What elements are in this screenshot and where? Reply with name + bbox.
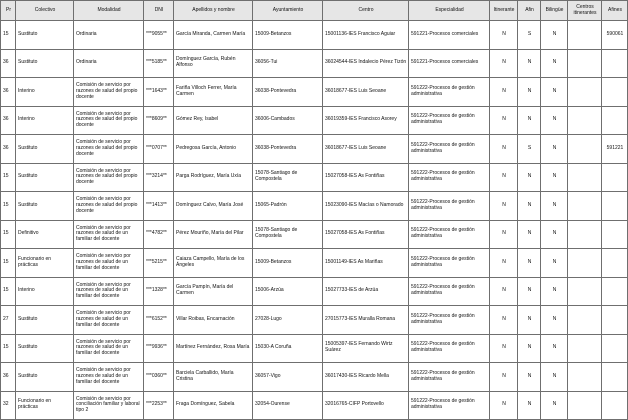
cell-colectivo: Sustituto xyxy=(16,163,74,192)
cell-afin: N xyxy=(518,106,541,135)
cell-dni: ***0360** xyxy=(144,363,174,392)
cell-colectivo: Definitivo xyxy=(16,220,74,249)
cell-centro: 15001149-IES As Mariñas xyxy=(323,249,409,278)
cell-apellidos-nombre: Gómez Rey, Isabel xyxy=(174,106,253,135)
cell-apellidos-nombre: Pedregosa García, Antonio xyxy=(174,135,253,164)
cell-dni: ***1643** xyxy=(144,78,174,107)
cell-ayuntamiento: 15078-Santiago de Compostela xyxy=(253,220,323,249)
header-itinerante: Itinerante xyxy=(490,1,518,21)
cell-afines xyxy=(602,334,628,363)
cell-colectivo: Interino xyxy=(16,106,74,135)
cell-colectivo: Sustituto xyxy=(16,135,74,164)
cell-colectivo: Funcionario en prácticas xyxy=(16,249,74,278)
cell-apellidos-nombre: Domínguez García, Rubén Alfonso xyxy=(174,49,253,78)
cell-ayuntamiento: 15065-Padrón xyxy=(253,192,323,221)
cell-modalidad: Comisión de servicio por razones de salud de un familiar del docente xyxy=(74,334,144,363)
cell-colectivo: Sustituto xyxy=(16,49,74,78)
cell-centro: 36018677-IES Luis Seoane xyxy=(323,78,409,107)
table-row xyxy=(1,106,628,135)
cell-dni: ***8609** xyxy=(144,106,174,135)
cell-bilingue: N xyxy=(541,220,568,249)
cell-pr: 36 xyxy=(1,135,16,164)
cell-bilingue: N xyxy=(541,49,568,78)
cell-especialidad: 591222-Procesos de gestión administrativa xyxy=(409,135,490,164)
cell-ayuntamiento: 36006-Cambados xyxy=(253,106,323,135)
cell-modalidad: Comisión de servicio por razones de salud de un familiar del docente xyxy=(74,363,144,392)
cell-afines xyxy=(602,192,628,221)
cell-apellidos-nombre: Parga Rodríguez, María Uxía xyxy=(174,163,253,192)
cell-itinerante: N xyxy=(490,106,518,135)
cell-bilingue: N xyxy=(541,78,568,107)
cell-bilingue: N xyxy=(541,106,568,135)
cell-dni: ***1413** xyxy=(144,192,174,221)
cell-modalidad: Comisión de servicio por razones de salud de un familiar del docente xyxy=(74,220,144,249)
table-row xyxy=(1,391,628,420)
cell-centro: 36018677-IES Luis Seoane xyxy=(323,135,409,164)
cell-afin: N xyxy=(518,192,541,221)
cell-dni: ***6152** xyxy=(144,306,174,335)
cell-bilingue: N xyxy=(541,249,568,278)
cell-colectivo: Sustituto xyxy=(16,306,74,335)
cell-afin: N xyxy=(518,334,541,363)
cell-bilingue: N xyxy=(541,21,568,50)
cell-colectivo: Sustituto xyxy=(16,334,74,363)
cell-afin: S xyxy=(518,135,541,164)
cell-itinerante: N xyxy=(490,391,518,420)
cell-afines xyxy=(602,363,628,392)
cell-itinerante: N xyxy=(490,306,518,335)
table-row xyxy=(1,334,628,363)
cell-centros-itinerantes xyxy=(568,363,602,392)
cell-centro: 15005397-IES Fernando Wirtz Suárez xyxy=(323,334,409,363)
header-especialidad: Especialidad xyxy=(409,1,490,21)
cell-pr: 15 xyxy=(1,334,16,363)
cell-especialidad: 591222-Procesos de gestión administrativa xyxy=(409,306,490,335)
cell-itinerante: N xyxy=(490,49,518,78)
cell-afines xyxy=(602,277,628,306)
cell-ayuntamiento: 15006-Arzúa xyxy=(253,277,323,306)
cell-modalidad: Ordinaria xyxy=(74,49,144,78)
cell-centro: 15023090-IES Macías o Namorado xyxy=(323,192,409,221)
cell-especialidad: 591222-Procesos de gestión administrativa xyxy=(409,391,490,420)
cell-apellidos-nombre: García Miranda, Carmen María xyxy=(174,21,253,50)
cell-pr: 15 xyxy=(1,192,16,221)
cell-afines xyxy=(602,106,628,135)
cell-centros-itinerantes xyxy=(568,391,602,420)
cell-especialidad: 591222-Procesos de gestión administrativa xyxy=(409,277,490,306)
cell-centro: 15027058-IES As Fontiñas xyxy=(323,220,409,249)
cell-pr: 36 xyxy=(1,363,16,392)
cell-centros-itinerantes xyxy=(568,106,602,135)
cell-bilingue: N xyxy=(541,135,568,164)
cell-dni: ***2253** xyxy=(144,391,174,420)
cell-ayuntamiento: 36038-Pontevedra xyxy=(253,78,323,107)
cell-apellidos-nombre: Domínguez Calvo, María José xyxy=(174,192,253,221)
cell-afines xyxy=(602,220,628,249)
cell-ayuntamiento: 15009-Betanzos xyxy=(253,21,323,50)
cell-apellidos-nombre: Fraga Domínguez, Sabela xyxy=(174,391,253,420)
cell-itinerante: N xyxy=(490,163,518,192)
cell-modalidad: Comisión de servicio por razones de salud del propio docente xyxy=(74,192,144,221)
cell-ayuntamiento: 36038-Pontevedra xyxy=(253,135,323,164)
cell-pr: 15 xyxy=(1,249,16,278)
cell-apellidos-nombre: Villar Roibas, Encarnación xyxy=(174,306,253,335)
table-body xyxy=(1,21,628,420)
table-row xyxy=(1,363,628,392)
cell-centro: 36024544-IES Indalecio Pérez Tizón xyxy=(323,49,409,78)
cell-especialidad: 591222-Procesos de gestión administrativa xyxy=(409,334,490,363)
cell-bilingue: N xyxy=(541,306,568,335)
cell-apellidos-nombre: Caiaza Campello, María de los Ángeles xyxy=(174,249,253,278)
cell-modalidad: Comisión de servicio por razones de salud de un familiar del docente xyxy=(74,306,144,335)
cell-centros-itinerantes xyxy=(568,306,602,335)
cell-afin: N xyxy=(518,163,541,192)
cell-afines xyxy=(602,306,628,335)
cell-pr: 36 xyxy=(1,49,16,78)
cell-dni: ***1328** xyxy=(144,277,174,306)
cell-colectivo: Funcionario en prácticas xyxy=(16,391,74,420)
cell-especialidad: 591222-Procesos de gestión administrativa xyxy=(409,106,490,135)
cell-centro: 15001136-IES Francisco Aguiar xyxy=(323,21,409,50)
cell-centros-itinerantes xyxy=(568,334,602,363)
cell-itinerante: N xyxy=(490,135,518,164)
cell-itinerante: N xyxy=(490,249,518,278)
table-row xyxy=(1,135,628,164)
cell-especialidad: 591222-Procesos de gestión administrativa xyxy=(409,249,490,278)
cell-afin: N xyxy=(518,391,541,420)
cell-bilingue: N xyxy=(541,334,568,363)
cell-modalidad: Comisión de servicio por razones de salud del propio docente xyxy=(74,106,144,135)
cell-dni: ***9936** xyxy=(144,334,174,363)
cell-especialidad: 591221-Procesos comerciales xyxy=(409,21,490,50)
cell-centros-itinerantes xyxy=(568,135,602,164)
cell-ayuntamiento: 32054-Ourense xyxy=(253,391,323,420)
cell-afines xyxy=(602,78,628,107)
cell-colectivo: Sustituto xyxy=(16,363,74,392)
cell-ayuntamiento: 36056-Tui xyxy=(253,49,323,78)
cell-colectivo: Interino xyxy=(16,78,74,107)
cell-especialidad: 591221-Procesos comerciales xyxy=(409,49,490,78)
cell-itinerante: N xyxy=(490,277,518,306)
table-row xyxy=(1,277,628,306)
cell-afin: N xyxy=(518,277,541,306)
header-bilingue: Bilingüe xyxy=(541,1,568,21)
header-centro: Centro xyxy=(323,1,409,21)
cell-afines xyxy=(602,49,628,78)
header-colectivo: Colectivo xyxy=(16,1,74,21)
cell-modalidad: Comisión de servicio por razones de salud de un familiar del docente xyxy=(74,249,144,278)
cell-modalidad: Comisión de servicio por razones de salud del propio docente xyxy=(74,78,144,107)
cell-colectivo: Sustituto xyxy=(16,21,74,50)
cell-itinerante: N xyxy=(490,78,518,107)
cell-especialidad: 591222-Procesos de gestión administrativa xyxy=(409,220,490,249)
cell-centros-itinerantes xyxy=(568,249,602,278)
cell-itinerante: N xyxy=(490,363,518,392)
header-centros-itinerantes: Centros itinerantes xyxy=(568,1,602,21)
header-dni: DNI xyxy=(144,1,174,21)
cell-pr: 15 xyxy=(1,163,16,192)
cell-pr: 15 xyxy=(1,277,16,306)
header-afin: Afin xyxy=(518,1,541,21)
cell-bilingue: N xyxy=(541,363,568,392)
cell-itinerante: N xyxy=(490,220,518,249)
table-row xyxy=(1,49,628,78)
cell-apellidos-nombre: Fariña Villoch Ferrer, María Carmen xyxy=(174,78,253,107)
cell-pr: 32 xyxy=(1,391,16,420)
cell-afin: N xyxy=(518,49,541,78)
cell-apellidos-nombre: Barciela Carballido, María Cristina xyxy=(174,363,253,392)
cell-especialidad: 591222-Procesos de gestión administrativa xyxy=(409,163,490,192)
cell-ayuntamiento: 15078-Santiago de Compostela xyxy=(253,163,323,192)
cell-modalidad: Comisión de servicio por razones de salud de un familiar del docente xyxy=(74,277,144,306)
table-row xyxy=(1,192,628,221)
cell-centros-itinerantes xyxy=(568,21,602,50)
cell-afines xyxy=(602,391,628,420)
cell-afin: N xyxy=(518,363,541,392)
cell-pr: 27 xyxy=(1,306,16,335)
table-row xyxy=(1,163,628,192)
cell-centro: 15027733-IES de Arzúa xyxy=(323,277,409,306)
cell-colectivo: Sustituto xyxy=(16,192,74,221)
cell-afines: 590061 xyxy=(602,21,628,50)
cell-dni: ***9055** xyxy=(144,21,174,50)
header-modalidad: Modalidad xyxy=(74,1,144,21)
cell-afin: N xyxy=(518,78,541,107)
cell-centros-itinerantes xyxy=(568,220,602,249)
cell-centros-itinerantes xyxy=(568,192,602,221)
cell-dni: ***4782** xyxy=(144,220,174,249)
cell-centro: 27015773-IES Muralla Romana xyxy=(323,306,409,335)
cell-dni: ***5185** xyxy=(144,49,174,78)
cell-pr: 36 xyxy=(1,106,16,135)
cell-afin: N xyxy=(518,220,541,249)
cell-modalidad: Comisión de servicio por razones de salud del propio docente xyxy=(74,135,144,164)
header-pr: Pr xyxy=(1,1,16,21)
table-row xyxy=(1,21,628,50)
cell-ayuntamiento: 36057-Vigo xyxy=(253,363,323,392)
cell-centros-itinerantes xyxy=(568,163,602,192)
cell-bilingue: N xyxy=(541,192,568,221)
cell-centro: 36017430-IES Ricardo Mella xyxy=(323,363,409,392)
header-apellidos-nombre: Apellidos y nombre xyxy=(174,1,253,21)
cell-bilingue: N xyxy=(541,163,568,192)
cell-centro: 36019359-IES Francisco Asorey xyxy=(323,106,409,135)
cell-itinerante: N xyxy=(490,192,518,221)
cell-itinerante: N xyxy=(490,334,518,363)
cell-centros-itinerantes xyxy=(568,78,602,107)
cell-ayuntamiento: 27028-Lugo xyxy=(253,306,323,335)
cell-modalidad: Comisión de servicio por conciliación familiar y laboral tipo 2 xyxy=(74,391,144,420)
cell-especialidad: 591222-Procesos de gestión administrativa xyxy=(409,192,490,221)
table-row xyxy=(1,78,628,107)
header-row xyxy=(1,1,628,21)
cell-pr: 15 xyxy=(1,21,16,50)
cell-centro: 32016765-CIFP Portovello xyxy=(323,391,409,420)
cell-modalidad: Comisión de servicio por razones de salud del propio docente xyxy=(74,163,144,192)
cell-centro: 15027058-IES As Fontiñas xyxy=(323,163,409,192)
cell-afin: N xyxy=(518,249,541,278)
cell-dni: ***0707** xyxy=(144,135,174,164)
header-ayuntamiento: Ayuntamiento xyxy=(253,1,323,21)
cell-afin: S xyxy=(518,21,541,50)
cell-ayuntamiento: 15030-A Coruña xyxy=(253,334,323,363)
cell-apellidos-nombre: Martínez Fernández, Rosa María xyxy=(174,334,253,363)
table-row xyxy=(1,249,628,278)
table-row xyxy=(1,220,628,249)
cell-dni: ***3214** xyxy=(144,163,174,192)
cell-ayuntamiento: 15009-Betanzos xyxy=(253,249,323,278)
cell-afin: N xyxy=(518,306,541,335)
table-row xyxy=(1,306,628,335)
cell-bilingue: N xyxy=(541,277,568,306)
cell-pr: 15 xyxy=(1,220,16,249)
cell-afines: 591221 xyxy=(602,135,628,164)
cell-colectivo: Interino xyxy=(16,277,74,306)
header-afines: Afines xyxy=(602,1,628,21)
cell-apellidos-nombre: García Pampín, María del Carmen xyxy=(174,277,253,306)
cell-dni: ***5215** xyxy=(144,249,174,278)
cell-centros-itinerantes xyxy=(568,49,602,78)
cell-itinerante: N xyxy=(490,21,518,50)
cell-apellidos-nombre: Pérez Mouriño, María del Pilar xyxy=(174,220,253,249)
cell-especialidad: 591222-Procesos de gestión administrativa xyxy=(409,78,490,107)
cell-centros-itinerantes xyxy=(568,277,602,306)
cell-afines xyxy=(602,249,628,278)
cell-afines xyxy=(602,163,628,192)
cell-pr: 36 xyxy=(1,78,16,107)
cell-especialidad: 591222-Procesos de gestión administrativa xyxy=(409,363,490,392)
cell-bilingue: N xyxy=(541,391,568,420)
cell-modalidad: Ordinaria xyxy=(74,21,144,50)
